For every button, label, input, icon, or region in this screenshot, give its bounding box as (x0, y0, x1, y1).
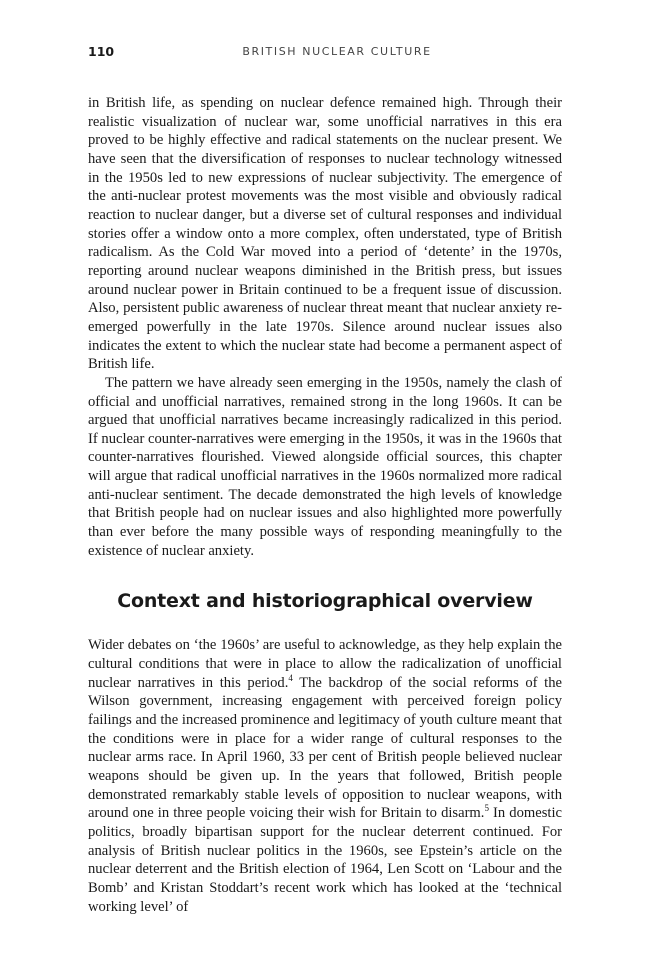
text-run: In domestic politics, broadly bipartisan support for the nuclear deterrent continued. For analysis of British nuclear politics in the 1960s, see Epstein’s article on the nuclear deterrent and the British election of 1964, Len Scott on ‘Labour and the Bomb’ and Kristan Stoddart’s recent work which has looked at the ‘technical working level’ of (88, 805, 562, 915)
page-number: 110 (88, 44, 115, 59)
paragraph: The pattern we have already seen emerging in the 1950s, namely the clash of official and unofficial narratives, remained strong in the long 1960s. It can be argued that unofficial narratives became increasingly radicalized in this period. If nuclear counter-narratives were emerging in the 1950s, it was in the 1960s that counter-narratives flourished. Viewed alongside official sources, this chapter will argue that radical unofficial narratives in the 1960s normalized more radical anti-nuclear sentiment. The decade demonstrated the high levels of knowledge that British people had on nuclear issues and also highlighted more powerfully than ever before the many possible ways of responding meaningfully to the existence of nuclear anxiety. (88, 374, 562, 559)
text-run: The backdrop of the social reforms of the Wilson government, increasing engagement with perceived foreign policy failings and the increased prominence and legitimacy of youth culture meant that the conditions were in place for a wider range of cultural responses to the nuclear arms race. In April 1960, 33 per cent of British people believed nuclear weapons should be given up. In the years that followed, British people demonstrated remarkably stable levels of opposition to nuclear weapons, with around one in three people voicing their wish for Britain to disarm. (88, 674, 563, 822)
running-head: BRITISH NUCLEAR CULTURE (242, 45, 432, 58)
paragraph-continued: in British life, as spending on nuclear defence remained high. Through their realistic visualization of nuclear war, some unofficial narratives in this era proved to be highly effective and radical statements on the nuclear present. We have seen that the diversification of responses to nuclear technology witnessed in the 1950s led to new expressions of nuclear subjectivity. The emergence of the anti-nuclear protest movements was the most visible and obviously radical reaction to nuclear danger, but a diverse set of cultural responses and individual stories offer a window onto a more complex, often understated, type of British radicalism. As the Cold War moved into a period of ‘detente’ in the 1970s, reporting around nuclear weapons diminished in the British press, but issues around nuclear power in Britain continued to be a frequent issue of discussion. Also, persistent public awareness of nuclear threat meant that nuclear anxiety re-emerged powerfully in the late 1970s. Silence around nuclear issues also indicates the extent to which the nuclear state had become a permanent aspect of British life. (88, 95, 562, 373)
footnote-marker[interactable]: 5 (484, 803, 489, 814)
section-paragraph (88, 636, 562, 916)
body-text (88, 94, 562, 916)
page-header (0, 44, 650, 64)
footnote-marker[interactable]: 4 (288, 672, 293, 683)
section-heading: Context and historiographical overview (117, 590, 533, 613)
text-run: Wider debates on ‘the 1960s’ are useful to acknowledge, as they help explain the cultural conditions that were in place to allow the radicalization of unofficial nuclear narratives in this period. (88, 637, 562, 691)
